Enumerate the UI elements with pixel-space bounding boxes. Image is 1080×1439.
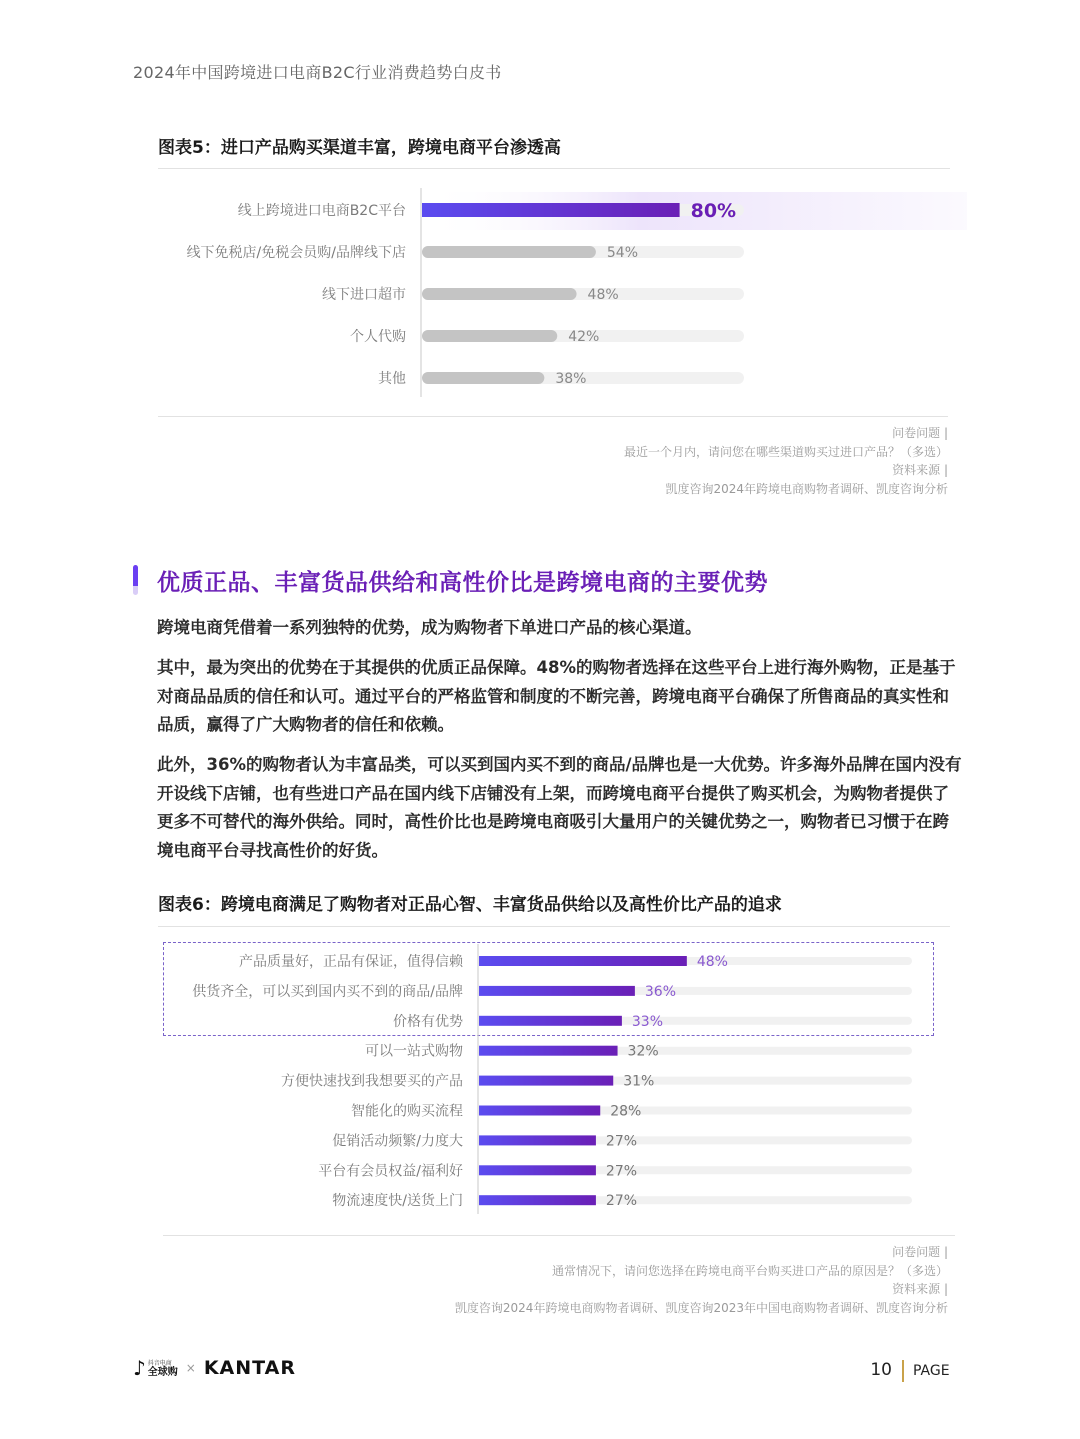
- figure5-bar: [422, 372, 544, 384]
- document-header: 2024年中国跨境进口电商B2C行业消费趋势白皮书: [133, 63, 502, 82]
- figure6-bar: [479, 1016, 622, 1026]
- tiktok-global-logo: [148, 1359, 178, 1377]
- section-accent-bar: [133, 565, 138, 595]
- figure6-top-rule: [158, 926, 950, 927]
- footer-logos: [133, 1356, 296, 1380]
- figure5-chart: [0, 185, 1080, 405]
- figure5-bar: [422, 288, 577, 300]
- section-title: 优质正品、丰富货品供给和高性价比是跨境电商的主要优势: [157, 570, 768, 596]
- paragraph-3: 此外，36%的购物者认为丰富品类，可以买到国内买不到的商品/品牌也是一大优势。许多海外品牌在国内没有开设线下店铺，也有些进口产品在国内线下店铺没有上架，而跨境电商平台提供了购买机会，为购物者提供了更多不可替代的海外供给。同时，高性价比也是跨境电商吸引大量用户的关键优势之一，购物者已习惯于在跨境电商平台寻找高性价的好货。: [157, 755, 962, 860]
- figure6-bar: [479, 986, 635, 996]
- figure6-category-label: 供货齐全，可以买到国内买不到的商品/品牌: [192, 983, 463, 1000]
- figure6-bar: [479, 1076, 613, 1086]
- figure6-bar: [479, 1046, 618, 1056]
- figure5-bottom-rule: [158, 416, 948, 417]
- figure6-category-label: 方便快速找到我想要买的产品: [281, 1073, 463, 1090]
- paragraph-1: 跨境电商凭借着一系列独特的优势，成为购物者下单进口产品的核心渠道。: [157, 618, 702, 637]
- paragraph-2: 其中，最为突出的优势在于其提供的优质正品保障。48%的购物者选择在这些平台上进行海外购物，正是基于对商品品质的信任和认可。通过平台的严格监管和制度的不断完善，跨境电商平台确保了所售商品的真实性和品质，赢得了广大购物者的信任和依赖。: [157, 658, 956, 734]
- figure6-chart-svg: [0, 944, 1080, 1224]
- figure6-category-label: 促销活动频繁/力度大: [332, 1133, 463, 1150]
- figure6-bar: [479, 1165, 596, 1175]
- figure5-category-label: 个人代购: [350, 329, 406, 345]
- figure6-title: 图表6：跨境电商满足了购物者对正品心智、丰富货品供给以及高性价比产品的追求: [158, 895, 782, 915]
- figure6-bar: [479, 956, 687, 966]
- tiktok-logo-small-text: 抖音电商: [147, 1360, 172, 1367]
- figure6-value-label: 27%: [605, 1133, 638, 1150]
- figure5-title: 图表5：进口产品购买渠道丰富，跨境电商平台渗透高: [158, 138, 561, 158]
- figure6-bar: [479, 1106, 600, 1116]
- tiktok-logo-main-text: 全球购: [147, 1367, 178, 1378]
- kantar-logo: KANTAR: [203, 1357, 296, 1379]
- figure6-bar: [479, 1135, 596, 1145]
- figure5-value-label: 80%: [690, 200, 737, 222]
- figure5-top-rule: [158, 168, 950, 169]
- figure6-category-label: 可以一站式购物: [365, 1043, 463, 1060]
- page-number: 10: [870, 1360, 892, 1380]
- figure5-category-label: 线下进口超市: [322, 287, 406, 303]
- figure5-category-label: 线下免税店/免税会员购/品牌线下店: [186, 245, 406, 261]
- figure6-value-label: 36%: [644, 983, 677, 1000]
- figure6-value-label: 27%: [605, 1163, 638, 1180]
- figure5-chart-svg: [0, 185, 1080, 405]
- figure5-question-text: 最近一个月内，请问您在哪些渠道购买过进口产品？（多选）: [623, 444, 948, 459]
- figure6-source-text: 凯度咨询2024年跨境电商购物者调研、凯度咨询2023年中国电商购物者调研、凯度咨询分析: [454, 1300, 948, 1315]
- figure6-category-label: 物流速度快/送货上门: [332, 1193, 463, 1210]
- tiktok-note-icon: ♪: [133, 1356, 146, 1380]
- figure5-bar: [422, 330, 557, 342]
- figure5-source-text: 凯度咨询2024年跨境电商购物者调研、凯度咨询分析: [665, 481, 948, 496]
- page-label: PAGE: [913, 1363, 950, 1379]
- figure5-value-label: 42%: [568, 329, 600, 345]
- figure6-value-label: 28%: [610, 1103, 642, 1120]
- figure6-category-label: 智能化的购买流程: [351, 1103, 463, 1120]
- figure6-question-text: 通常情况下，请问您选择在跨境电商平台购买进口产品的原因是？（多选）: [551, 1263, 948, 1278]
- figure6-value-label: 32%: [627, 1043, 659, 1060]
- figure6-chart: [0, 944, 1080, 1224]
- figure5-category-label: 线上跨境进口电商B2C平台: [237, 203, 406, 219]
- figure5-source-label: 资料来源 |: [892, 463, 948, 477]
- logo-cross: ×: [185, 1361, 196, 1375]
- figure5-value-label: 54%: [606, 245, 639, 261]
- figure6-value-label: 27%: [605, 1193, 638, 1210]
- figure5-category-label: 其他: [378, 371, 406, 387]
- figure6-note: [455, 1243, 948, 1317]
- figure6-category-label: 价格有优势: [393, 1013, 463, 1030]
- figure6-bar: [479, 1195, 596, 1205]
- figure5-value-label: 48%: [587, 287, 619, 303]
- figure6-category-label: 平台有会员权益/福利好: [318, 1163, 463, 1180]
- figure5-bar: [422, 246, 596, 258]
- figure6-value-label: 33%: [631, 1013, 664, 1030]
- figure6-value-label: 31%: [623, 1073, 655, 1090]
- figure5-question-label: 问卷问题 |: [892, 426, 948, 440]
- figure6-bottom-rule: [163, 1235, 955, 1236]
- figure6-value-label: 48%: [696, 954, 728, 970]
- figure6-source-label: 资料来源 |: [892, 1282, 948, 1296]
- figure5-value-label: 38%: [555, 371, 587, 387]
- page-separator: [902, 1360, 904, 1382]
- figure6-question-label: 问卷问题 |: [892, 1245, 948, 1259]
- figure5-note: [624, 424, 948, 498]
- figure5-bar: [422, 203, 680, 217]
- figure6-category-label: 产品质量好，正品有保证，值得信赖: [239, 954, 463, 970]
